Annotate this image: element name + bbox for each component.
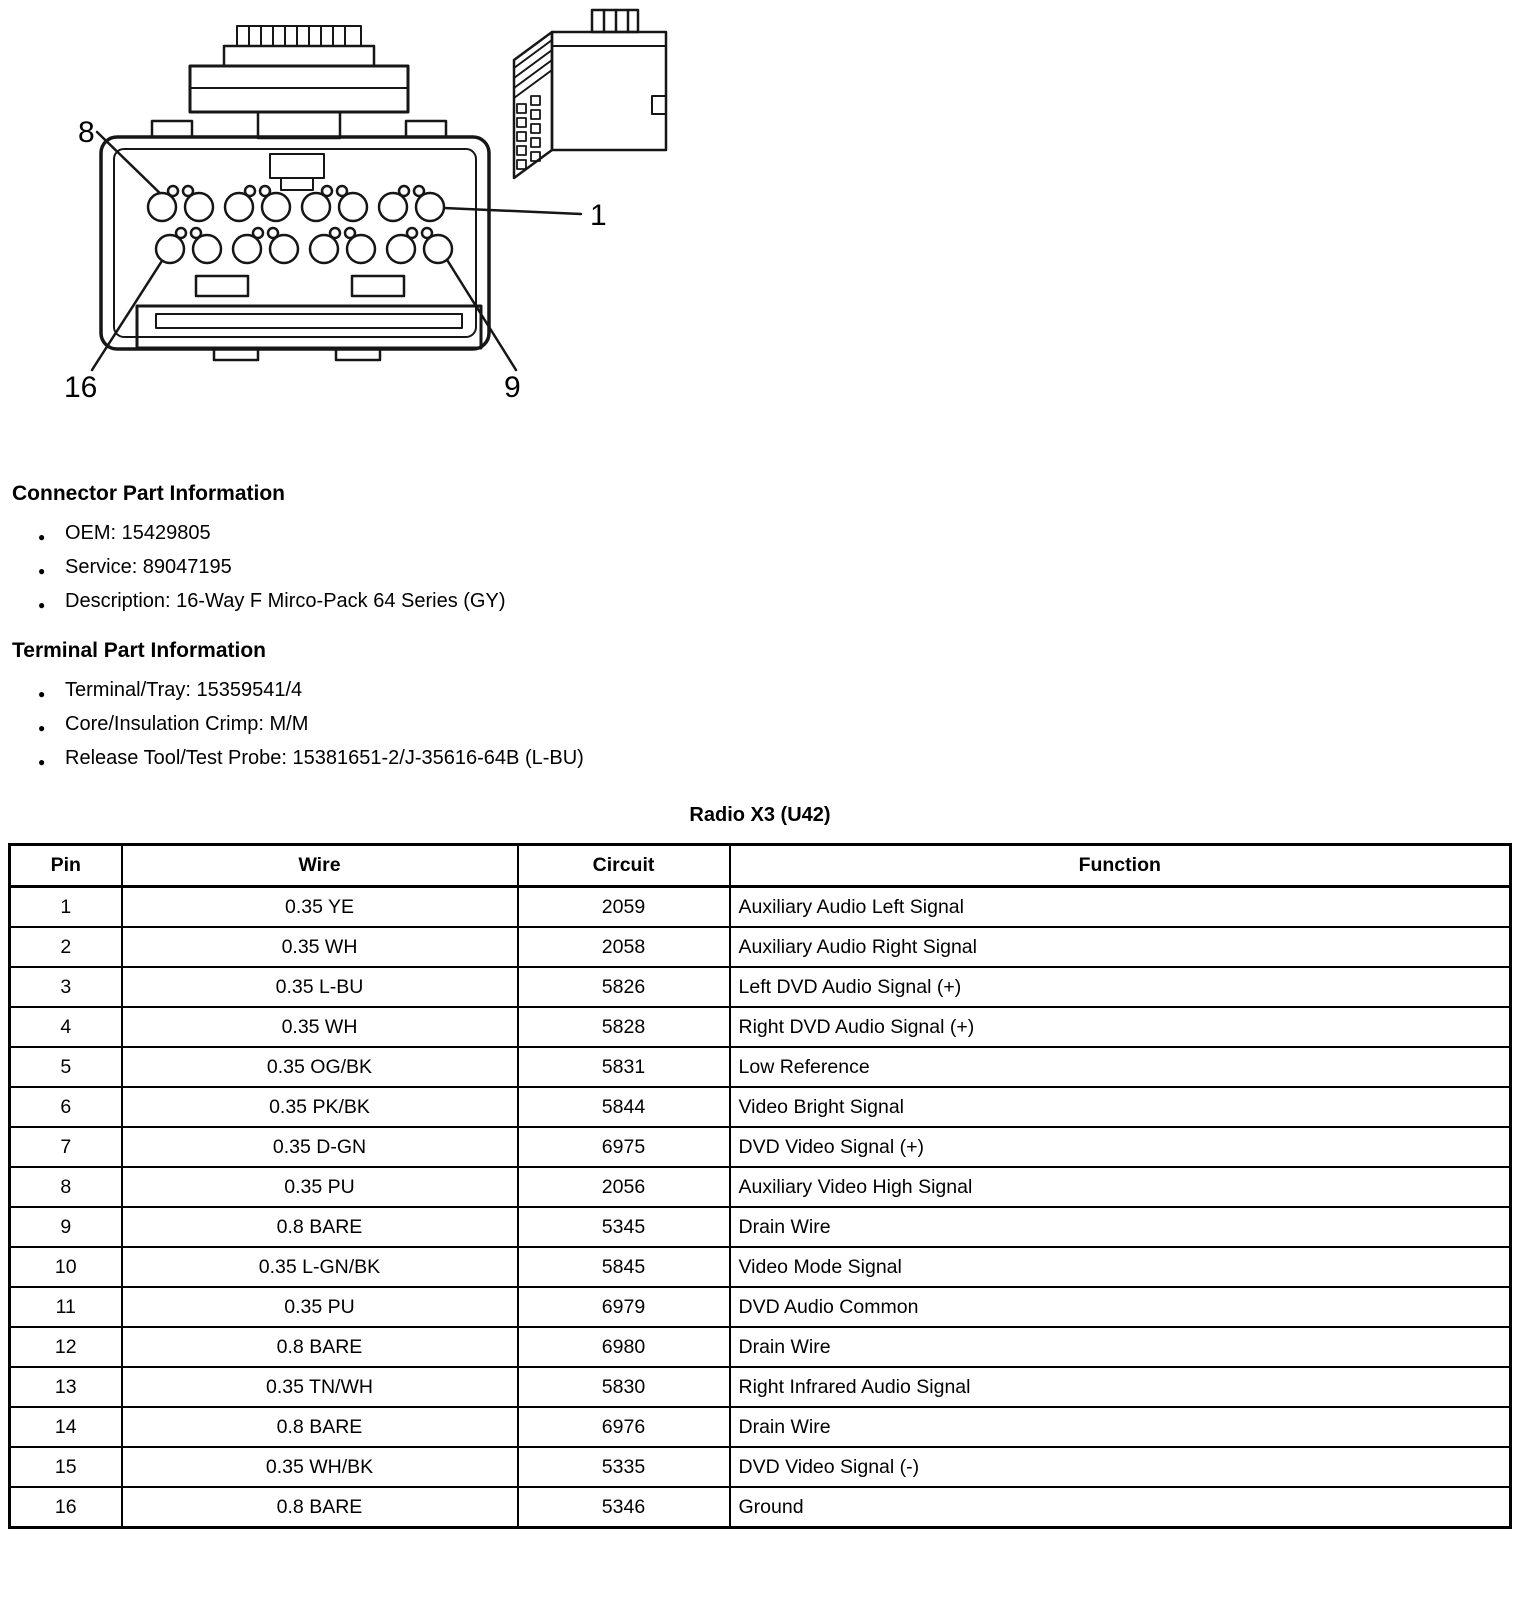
pin-label-9: 9 <box>504 371 521 404</box>
pinout-cell-circuit: 5831 <box>518 1047 730 1087</box>
header-wire: Wire <box>122 845 518 887</box>
pinout-cell-function: Ground <box>730 1487 1511 1528</box>
list-item-terminal-tray: ● Terminal/Tray: 15359541/4 <box>38 679 1520 702</box>
pinout-table-row <box>10 1447 1511 1487</box>
pinout-cell-pin: 12 <box>10 1327 122 1367</box>
pinout-cell-function: Auxiliary Audio Left Signal <box>730 887 1511 928</box>
pinout-cell-circuit: 6976 <box>518 1407 730 1447</box>
pinout-table-header-row <box>10 845 1511 887</box>
pinout-cell-pin: 9 <box>10 1207 122 1247</box>
pinout-cell-wire: 0.8 BARE <box>122 1207 518 1247</box>
terminal-row-bottom <box>156 228 452 263</box>
pinout-cell-pin: 16 <box>10 1487 122 1528</box>
pinout-cell-function: Right Infrared Audio Signal <box>730 1367 1511 1407</box>
list-item-release-tool: ● Release Tool/Test Probe: 15381651-2/J-35616-64B (L-BU) <box>38 747 1520 770</box>
pinout-cell-function: DVD Audio Common <box>730 1287 1511 1327</box>
pinout-table-row <box>10 1327 1511 1367</box>
terminal-info-heading: Terminal Part Information <box>12 639 266 662</box>
pinout-cell-circuit: 6975 <box>518 1127 730 1167</box>
pinout-cell-function: Auxiliary Audio Right Signal <box>730 927 1511 967</box>
pinout-cell-wire: 0.35 WH/BK <box>122 1447 518 1487</box>
pinout-cell-wire: 0.35 OG/BK <box>122 1047 518 1087</box>
pinout-cell-circuit: 5844 <box>518 1087 730 1127</box>
pinout-table-row <box>10 1007 1511 1047</box>
pinout-cell-function: Left DVD Audio Signal (+) <box>730 967 1511 1007</box>
pinout-cell-function: Right DVD Audio Signal (+) <box>730 1007 1511 1047</box>
pinout-cell-circuit: 5828 <box>518 1007 730 1047</box>
header-circuit: Circuit <box>518 845 730 887</box>
pinout-cell-function: Drain Wire <box>730 1407 1511 1447</box>
pinout-table-row <box>10 1207 1511 1247</box>
pinout-table-row <box>10 1047 1511 1087</box>
pinout-cell-pin: 3 <box>10 967 122 1007</box>
pinout-table-row <box>10 1247 1511 1287</box>
pinout-cell-circuit: 5845 <box>518 1247 730 1287</box>
pinout-cell-function: Drain Wire <box>730 1327 1511 1367</box>
pinout-cell-wire: 0.35 D-GN <box>122 1127 518 1167</box>
pinout-cell-wire: 0.35 L-GN/BK <box>122 1247 518 1287</box>
pinout-table-row <box>10 967 1511 1007</box>
pinout-cell-pin: 7 <box>10 1127 122 1167</box>
pinout-cell-wire: 0.35 L-BU <box>122 967 518 1007</box>
pinout-table-row <box>10 1487 1511 1528</box>
pinout-table-body <box>10 887 1511 1528</box>
pinout-cell-wire: 0.35 WH <box>122 1007 518 1047</box>
pinout-cell-pin: 1 <box>10 887 122 928</box>
pinout-cell-pin: 4 <box>10 1007 122 1047</box>
pinout-cell-pin: 11 <box>10 1287 122 1327</box>
pinout-cell-circuit: 2059 <box>518 887 730 928</box>
connector-lock-comb <box>237 26 361 46</box>
pinout-cell-pin: 14 <box>10 1407 122 1447</box>
list-item-oem: ● OEM: 15429805 <box>38 522 1520 545</box>
pinout-table-row <box>10 1407 1511 1447</box>
pinout-cell-wire: 0.8 BARE <box>122 1487 518 1528</box>
pinout-cell-wire: 0.35 YE <box>122 887 518 928</box>
pinout-table-row <box>10 1367 1511 1407</box>
pinout-cell-function: DVD Video Signal (-) <box>730 1447 1511 1487</box>
pinout-table-row <box>10 1087 1511 1127</box>
pin-label-8: 8 <box>78 116 95 149</box>
pinout-cell-wire: 0.35 WH <box>122 927 518 967</box>
pinout-cell-circuit: 6979 <box>518 1287 730 1327</box>
connector-diagram <box>4 0 704 450</box>
pinout-cell-pin: 13 <box>10 1367 122 1407</box>
pin-label-16: 16 <box>64 371 98 404</box>
pinout-cell-function: Drain Wire <box>730 1207 1511 1247</box>
pinout-cell-circuit: 5335 <box>518 1447 730 1487</box>
pinout-cell-circuit: 5346 <box>518 1487 730 1528</box>
pinout-cell-circuit: 2058 <box>518 927 730 967</box>
pin-label-1: 1 <box>590 199 607 232</box>
connector-diagram-figure <box>4 0 1520 452</box>
pinout-cell-circuit: 6980 <box>518 1327 730 1367</box>
pinout-cell-function: DVD Video Signal (+) <box>730 1127 1511 1167</box>
pinout-cell-function: Low Reference <box>730 1047 1511 1087</box>
pinout-cell-pin: 15 <box>10 1447 122 1487</box>
header-pin: Pin <box>10 845 122 887</box>
list-item-description: ● Description: 16-Way F Mirco-Pack 64 Series (GY) <box>38 590 1520 613</box>
pinout-cell-pin: 5 <box>10 1047 122 1087</box>
pinout-cell-pin: 10 <box>10 1247 122 1287</box>
pinout-table-row <box>10 887 1511 928</box>
pinout-cell-function: Auxiliary Video High Signal <box>730 1167 1511 1207</box>
pinout-cell-circuit: 5345 <box>518 1207 730 1247</box>
pinout-cell-circuit: 2056 <box>518 1167 730 1207</box>
pinout-cell-wire: 0.35 PU <box>122 1167 518 1207</box>
pinout-table-row <box>10 1127 1511 1167</box>
terminal-row-top <box>148 186 444 221</box>
connector-info-list <box>0 522 1520 613</box>
terminal-info-list <box>0 679 1520 770</box>
pinout-table-row <box>10 927 1511 967</box>
pinout-cell-wire: 0.8 BARE <box>122 1327 518 1367</box>
pinout-table-title: Radio X3 (U42) <box>689 804 831 826</box>
pinout-cell-wire: 0.35 TN/WH <box>122 1367 518 1407</box>
pinout-cell-function: Video Bright Signal <box>730 1087 1511 1127</box>
pinout-cell-pin: 6 <box>10 1087 122 1127</box>
pinout-table-row <box>10 1167 1511 1207</box>
pinout-cell-circuit: 5830 <box>518 1367 730 1407</box>
connector-info-heading: Connector Part Information <box>12 482 286 505</box>
pinout-table-row <box>10 1287 1511 1327</box>
pinout-cell-pin: 2 <box>10 927 122 967</box>
pinout-cell-pin: 8 <box>10 1167 122 1207</box>
pinout-cell-circuit: 5826 <box>518 967 730 1007</box>
pinout-table <box>8 843 1512 1529</box>
pinout-cell-wire: 0.35 PK/BK <box>122 1087 518 1127</box>
pinout-cell-wire: 0.8 BARE <box>122 1407 518 1447</box>
list-item-crimp: ● Core/Insulation Crimp: M/M <box>38 713 1520 736</box>
pinout-cell-wire: 0.35 PU <box>122 1287 518 1327</box>
connector-perspective-view <box>514 10 666 178</box>
list-item-service: ● Service: 89047195 <box>38 556 1520 579</box>
header-function: Function <box>730 845 1511 887</box>
pinout-cell-function: Video Mode Signal <box>730 1247 1511 1287</box>
